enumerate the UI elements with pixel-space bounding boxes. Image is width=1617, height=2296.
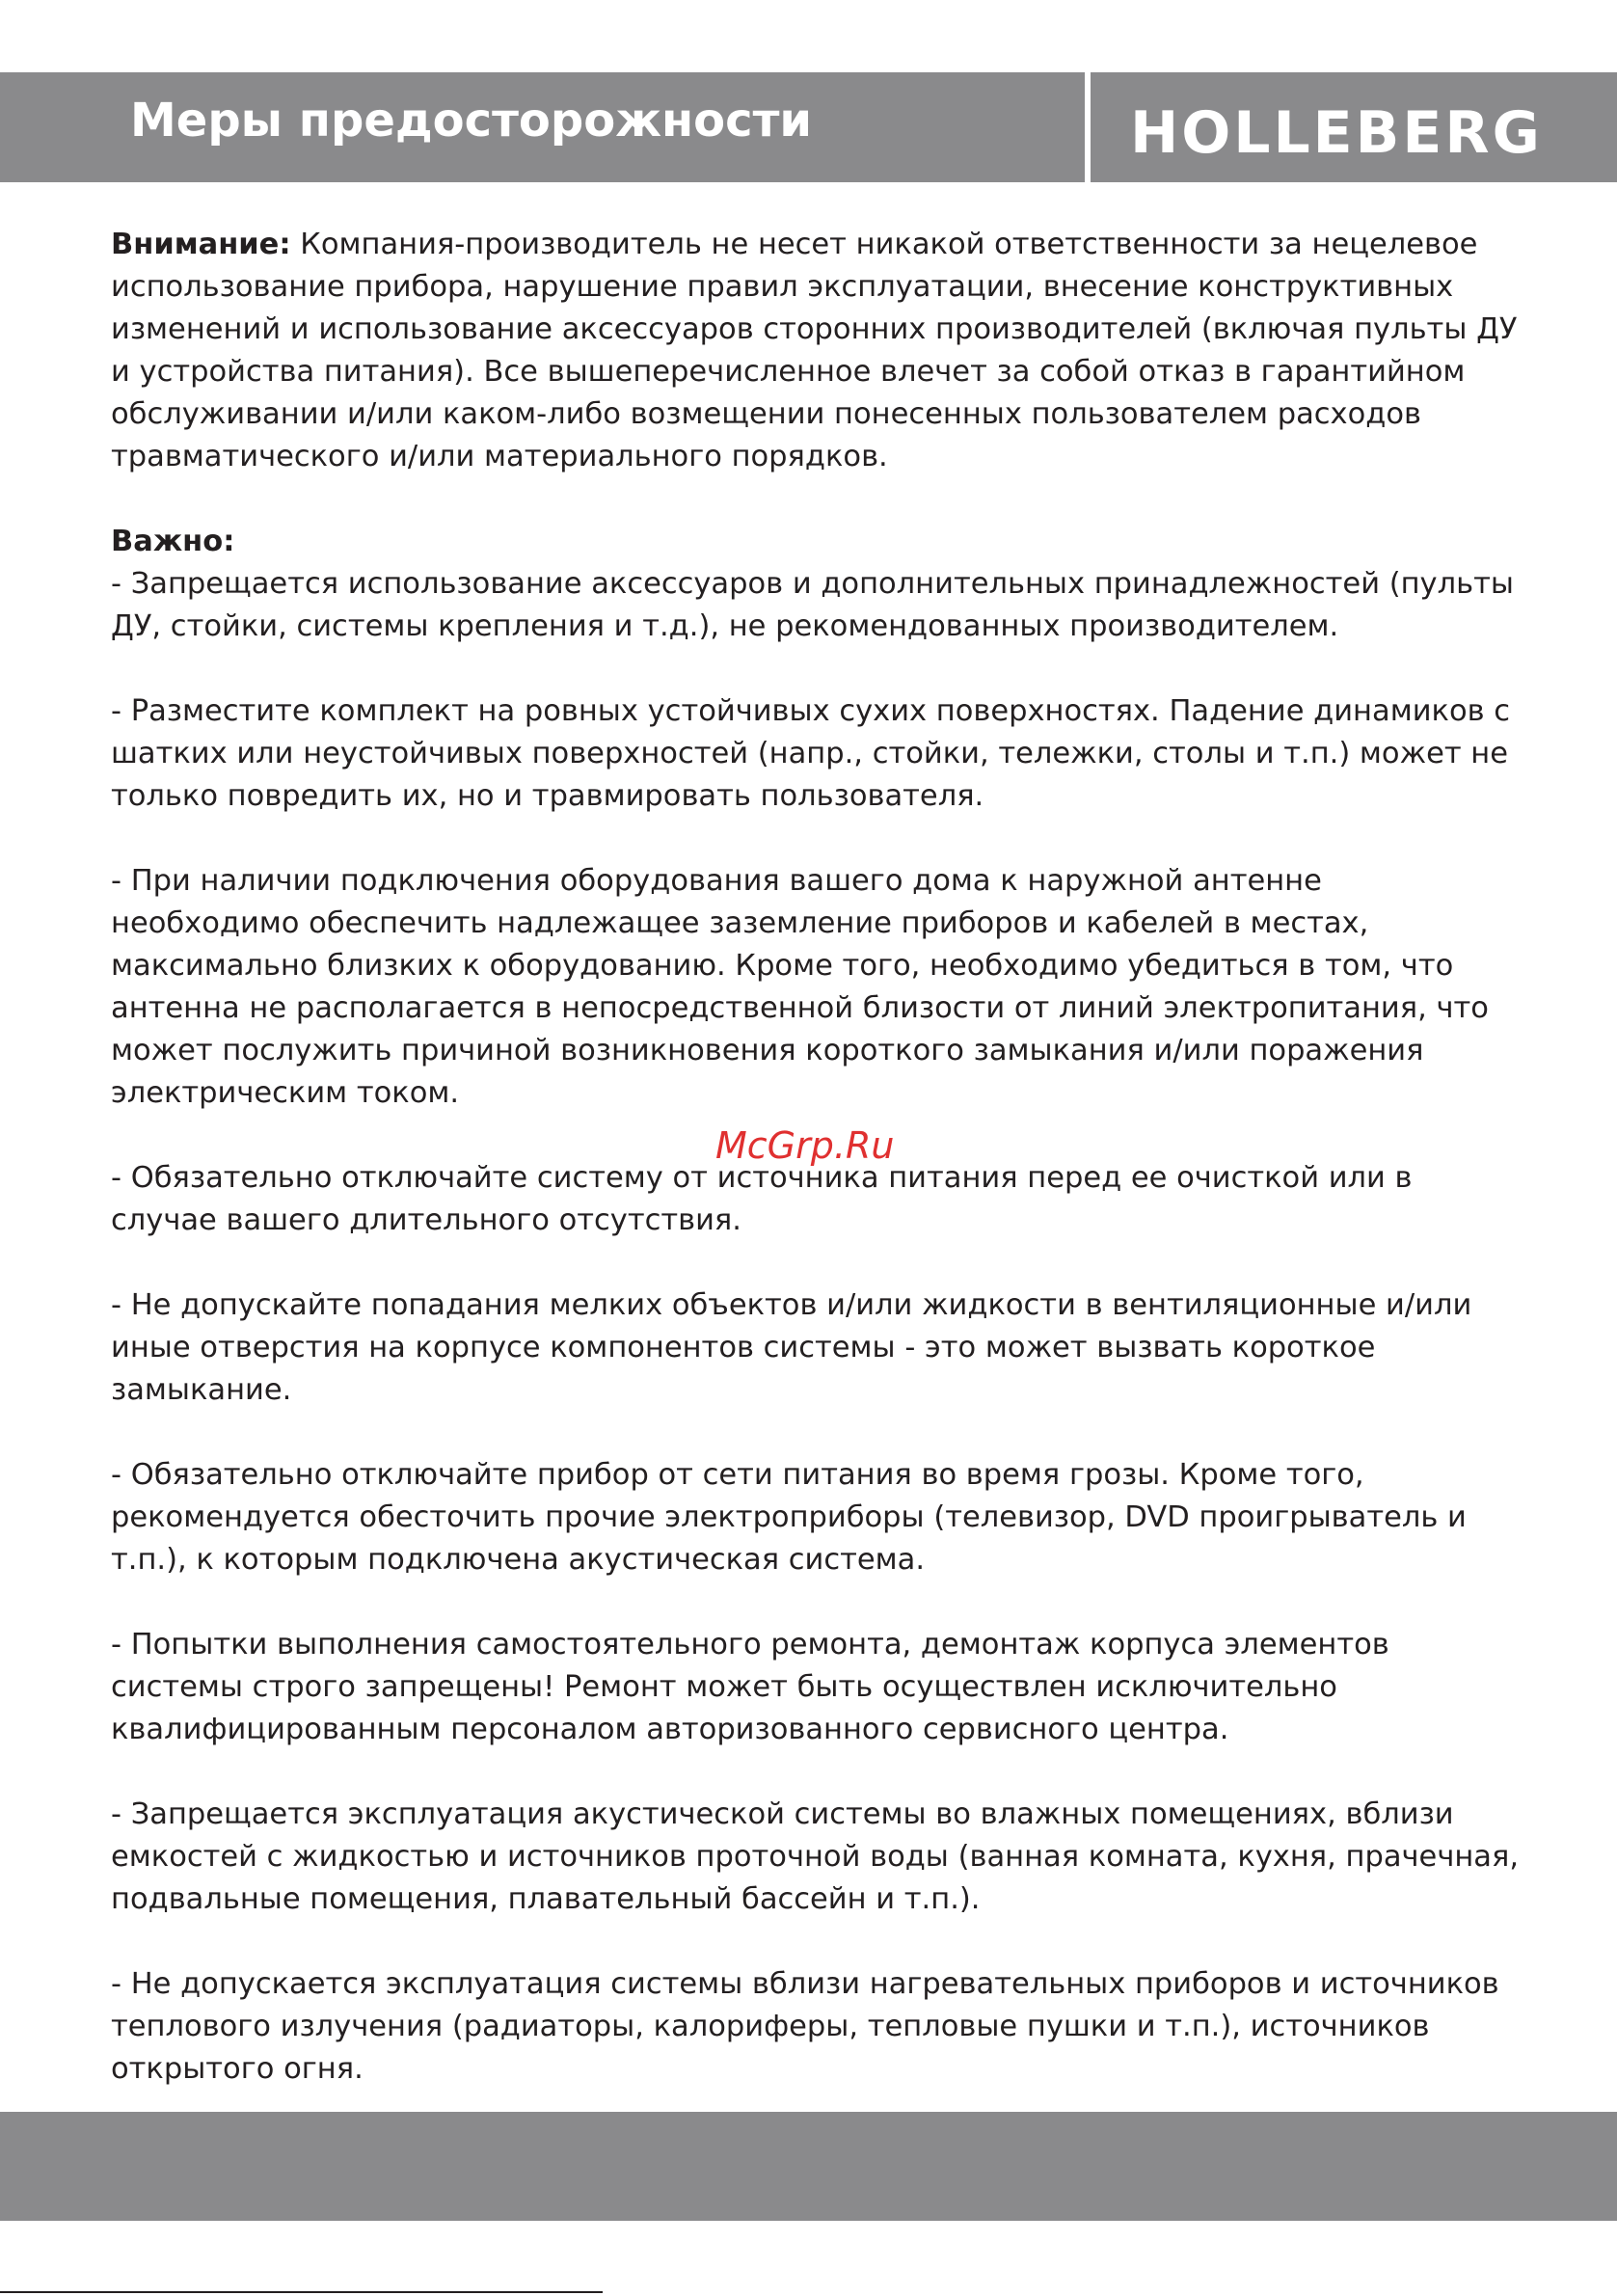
important-item: - Попытки выполнения самостоятельного ремонта, демонтаж корпуса элементов системы строго запрещены! Ремонт может быть осуществлен исключительно квалифицированным персоналом авторизованного сервисного центра. xyxy=(111,1628,1389,1746)
brand-logo: HOLLEBERG xyxy=(1130,99,1543,167)
important-item: - Не допускайте попадания мелких объектов и/или жидкости в вентиляционные и/или иные отверстия на корпусе компонентов системы - это может вызвать короткое замыкание. xyxy=(111,1288,1472,1407)
important-item: - Обязательно отключайте систему от источника питания перед ее очисткой или в случае вашего длительного отсутствия. xyxy=(111,1161,1413,1237)
warning-label: Внимание: xyxy=(111,228,291,261)
important-item: - Разместите комплект на ровных устойчивых сухих поверхностях. Падение динамиков с шатких или неустойчивых поверхностей (напр., стойки, тележки, столы и т.п.) может не только повредить их, но и травмировать пользователя. xyxy=(111,694,1511,813)
footer-bar xyxy=(0,2112,1617,2221)
important-item: - Обязательно отключайте прибор от сети питания во время грозы. Кроме того, рекомендуется обесточить прочие электроприборы (телевизор, DVD проигрыватель и т.п.), к которым подключена акустическая система. xyxy=(111,1458,1467,1577)
header-divider xyxy=(1085,72,1091,182)
important-item: - Запрещается эксплуатация акустической системы во влажных помещениях, вблизи емкостей с жидкостью и источников проточной воды (ванная комната, кухня, прачечная, подвальные помещения, плавательный бассейн и т.п.). xyxy=(111,1797,1520,1916)
page-title: Меры предосторожности xyxy=(130,94,813,148)
bottom-rule xyxy=(0,2291,603,2293)
important-label: Важно: xyxy=(111,525,235,558)
important-item: - При наличии подключения оборудования вашего дома к наружной антенне необходимо обеспечить надлежащее заземление приборов и кабелей в местах, максимально близких к оборудованию. Кроме того, необходимо убедиться в том, что антенна не располагается в непосредственной близости от линий электропитания, что может послужить причиной возникновения короткого замыкания и/или поражения электрическим током. xyxy=(111,864,1489,1110)
important-item: - Запрещается использование аксессуаров и дополнительных принадлежностей (пульты ДУ, стойки, системы крепления и т.д.), не рекомендованных производителем. xyxy=(111,567,1514,643)
warning-paragraph xyxy=(111,224,1519,478)
warning-text: Компания-производитель не несет никакой ответственности за нецелевое использование прибора, нарушение правил эксплуатации, внесение конструктивных изменений и использование аксессуаров сторонних производителей (включая пульты ДУ и устройства питания). Все вышеперечисленное влечет за собой отказ в гарантийном обслуживании и/или каком-либо возмещении понесенных пользователем расходов травматического и/или материального порядков. xyxy=(111,228,1518,473)
watermark: McGrp.Ru xyxy=(715,1124,895,1167)
important-item: - Не допускается эксплуатация системы вблизи нагревательных приборов и источников теплового излучения (радиаторы, калориферы, тепловые пушки и т.п.), источников открытого огня. xyxy=(111,1967,1499,2086)
